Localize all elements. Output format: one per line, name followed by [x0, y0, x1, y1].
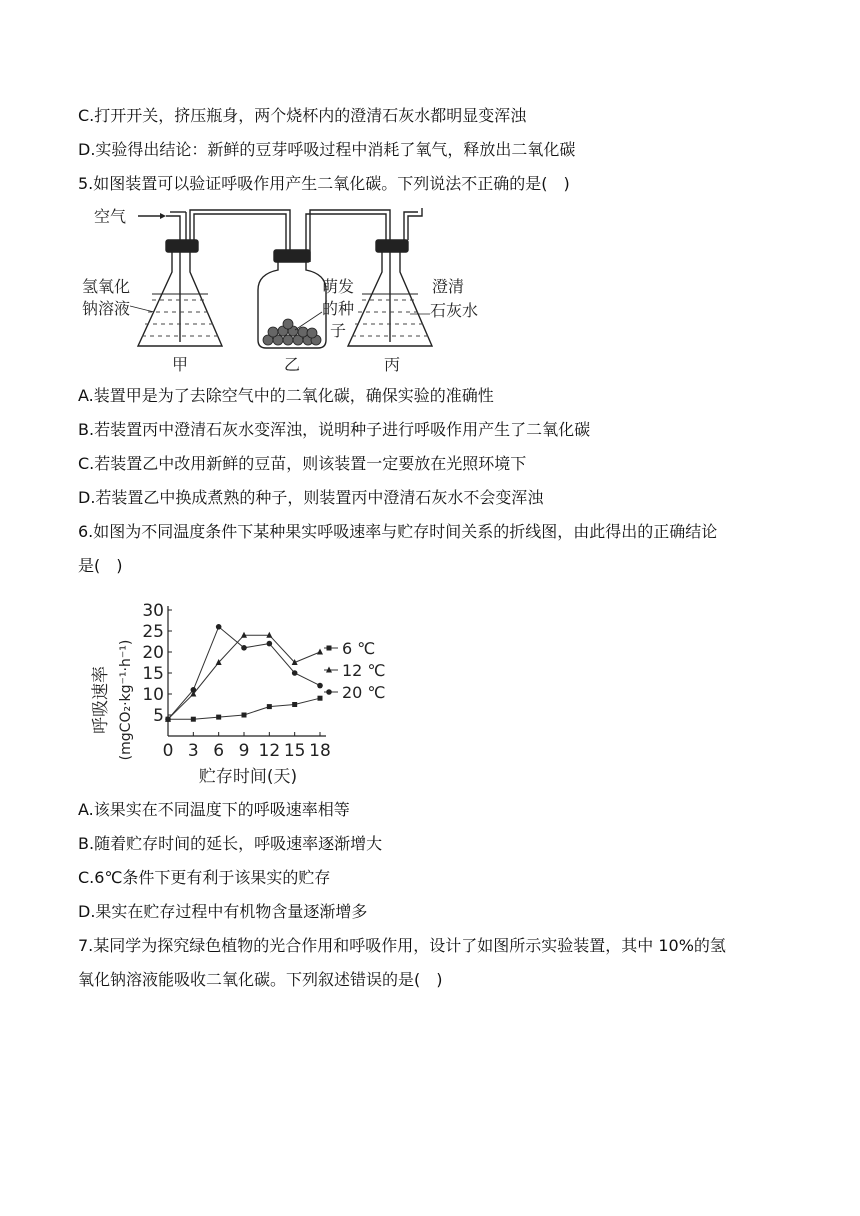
- chart-ticks: [142, 601, 330, 761]
- chart-axes: [168, 606, 326, 736]
- option-4c: C.打开开关，挤压瓶身，两个烧杯内的澄清石灰水都明显变浑浊: [78, 106, 527, 125]
- series-point-2: [317, 649, 323, 655]
- series-point-3: [216, 624, 222, 630]
- y-axis-unit: (mgCO₂·kg⁻¹·h⁻¹): [118, 639, 134, 761]
- flask-b-label: 乙: [284, 355, 301, 374]
- chart-legend: [324, 639, 385, 702]
- x-axis-label: 贮存时间(天): [198, 767, 298, 787]
- option-6a: A.该果实在不同温度下的呼吸速率相等: [78, 800, 350, 819]
- series-point-1: [318, 696, 323, 701]
- series-point-1: [191, 717, 196, 722]
- legend-label-3: 20 ℃: [342, 683, 386, 702]
- chart-series: [165, 624, 323, 722]
- question-6-line-1: 6.如图为不同温度条件下某种果实呼吸速率与贮存时间关系的折线图，由此得出的正确结论: [78, 522, 718, 541]
- x-tick-label: 15: [283, 741, 306, 761]
- series-point-1: [242, 713, 247, 718]
- y-tick-label: 10: [142, 685, 164, 705]
- series-point-1: [267, 704, 272, 709]
- air-label: 空气: [94, 207, 127, 226]
- legend-label-2: 12 ℃: [342, 661, 386, 680]
- legend-marker-1: [327, 646, 332, 651]
- question-7-line-1: 7.某同学为探究绿色植物的光合作用和呼吸作用，设计了如图所示实验装置，其中 10%的氢: [78, 936, 726, 955]
- series-point-3: [317, 683, 323, 689]
- option-6d: D.果实在贮存过程中有机物含量逐渐增多: [78, 902, 368, 921]
- series-point-3: [191, 687, 197, 693]
- seed-label-1: 萌发: [322, 277, 355, 296]
- question-6-line-2: 是( ): [78, 556, 123, 575]
- question-7-line-2: 氧化钠溶液能吸收二氧化碳。下列叙述错误的是( ): [78, 970, 443, 989]
- flask-c-label: 丙: [384, 355, 401, 374]
- respiration-apparatus-figure: [82, 200, 500, 380]
- series-point-3: [241, 645, 247, 651]
- series-point-3: [292, 670, 298, 676]
- legend-label-1: 6 ℃: [342, 639, 376, 658]
- lime-label-1: 澄清: [432, 277, 465, 296]
- series-point-1: [292, 702, 297, 707]
- option-6b: B.随着贮存时间的延长，呼吸速率逐渐增大: [78, 834, 383, 853]
- y-tick-label: 20: [142, 643, 164, 663]
- respiration-rate-chart: [80, 590, 410, 790]
- seed-label-2: 的种: [322, 299, 355, 318]
- series-point-3: [165, 716, 171, 722]
- option-4d: D.实验得出结论：新鲜的豆芽呼吸过程中消耗了氧气，释放出二氧化碳: [78, 140, 576, 159]
- seed-label-3: 子: [330, 321, 347, 340]
- naoh-label-2: 钠溶液: [82, 299, 131, 318]
- y-tick-label: 25: [142, 622, 164, 642]
- legend-marker-3: [326, 689, 332, 695]
- lime-label-2: 石灰水: [430, 301, 479, 320]
- y-axis-label: 呼吸速率: [91, 666, 111, 734]
- series-point-3: [267, 641, 273, 647]
- x-tick-label: 6: [213, 741, 225, 761]
- y-tick-label: 15: [142, 664, 164, 684]
- x-tick-label: 9: [238, 741, 250, 761]
- x-tick-label: 18: [309, 741, 331, 761]
- y-tick-label: 5: [153, 706, 164, 726]
- option-5d: D.若装置乙中换成煮熟的种子，则装置丙中澄清石灰水不会变浑浊: [78, 488, 544, 507]
- x-tick-label: 3: [187, 741, 199, 761]
- naoh-label-1: 氢氧化: [82, 277, 131, 296]
- option-5b: B.若装置丙中澄清石灰水变浑浊，说明种子进行呼吸作用产生了二氧化碳: [78, 420, 591, 439]
- question-5: 5.如图装置可以验证呼吸作用产生二氧化碳。下列说法不正确的是( ): [78, 174, 570, 193]
- option-5a: A.装置甲是为了去除空气中的二氧化碳，确保实验的准确性: [78, 386, 494, 405]
- series-point-1: [216, 715, 221, 720]
- x-tick-label: 0: [162, 741, 174, 761]
- y-tick-label: 30: [142, 601, 164, 621]
- flask-a-label: 甲: [172, 355, 189, 374]
- option-5c: C.若装置乙中改用新鲜的豆苗，则该装置一定要放在光照环境下: [78, 454, 527, 473]
- x-tick-label: 12: [258, 741, 281, 761]
- option-6c: C.6℃条件下更有利于该果实的贮存: [78, 868, 331, 887]
